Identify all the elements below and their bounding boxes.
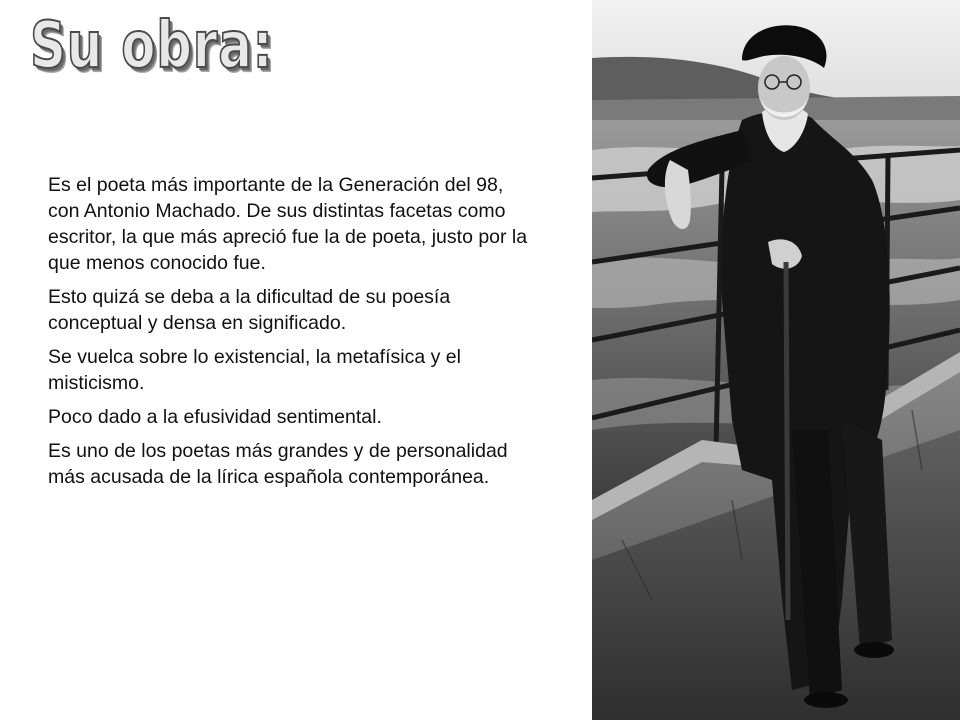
paragraph-4: Poco dado a la efusividad sentimental. — [48, 406, 382, 428]
paragraph-1: Es el poeta más importante de la Generación del 98, con Antonio Machado. De sus distintas facetas como escritor, la que más apreció fue la de poeta, justo por la que menos conocido fue. — [48, 174, 528, 274]
body-text — [48, 172, 538, 498]
portrait-illustration — [592, 0, 960, 720]
portrait-photo — [592, 0, 960, 720]
paragraph-3: Se vuelca sobre lo existencial, la metafísica y el misticismo. — [48, 346, 461, 394]
paragraph-5: Es uno de los poetas más grandes y de personalidad más acusada de la lírica española contemporánea. — [48, 440, 508, 488]
slide-title: Su obra: — [30, 9, 274, 83]
paragraph-2: Esto quizá se deba a la dificultad de su poesía conceptual y densa en significado. — [48, 286, 451, 334]
